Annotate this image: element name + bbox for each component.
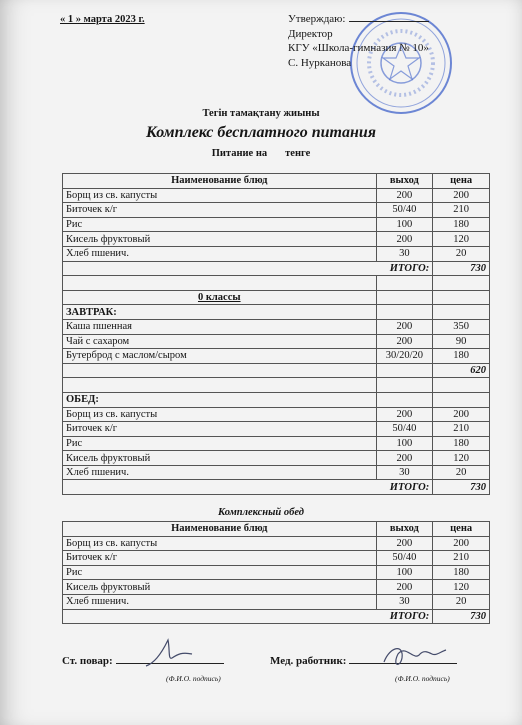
subtitle-right: тенге [285, 148, 311, 159]
table-row: Каша пшенная 200 350 [63, 319, 490, 334]
kazakh-title: Тегін тамақтану жиыны [202, 108, 320, 119]
table-row: Чай с сахаром 200 90 [63, 334, 490, 349]
main-title: Комплекс бесплатного питания [146, 124, 376, 141]
total-row: ИТОГО: 730 [63, 480, 490, 495]
col-price: цена [433, 174, 490, 189]
table-row: Биточек к/г 50/40 210 [63, 203, 490, 218]
table-header-row [63, 522, 490, 537]
col-out: выход [376, 174, 433, 189]
approve-signature-line [349, 21, 429, 22]
approval-block [288, 12, 429, 70]
medic-sub-caption: (Ф.И.О. подпись) [395, 674, 450, 683]
cook-sub-caption: (Ф.И.О. подпись) [166, 674, 221, 683]
table-row: Биточек к/г 50/40 210 [63, 422, 490, 437]
table-row: Рис 100 180 [63, 436, 490, 451]
lunch-heading-row: ОБЕД: [63, 392, 490, 407]
breakfast-heading-row: ЗАВТРАК: [63, 305, 490, 320]
table-row: Борщ из св. капусты 200 200 [63, 407, 490, 422]
table-row: Борщ из св. капусты 200 200 [63, 536, 490, 551]
table-row: Бутерброд с маслом/сыром 30/20/20 180 [63, 349, 490, 364]
table-row: Кисель фруктовый 200 120 [63, 451, 490, 466]
total-row: ИТОГО: 730 [63, 261, 490, 276]
table-row: Кисель фруктовый 200 120 [63, 232, 490, 247]
zero-class-row: 0 классы [63, 290, 490, 305]
col-name: Наименование блюд [63, 522, 377, 537]
table-row: Хлеб пшенич. 30 20 [63, 465, 490, 480]
menu-table [62, 173, 490, 495]
table-row: Рис 100 180 [63, 217, 490, 232]
col-name: Наименование блюд [63, 174, 377, 189]
table-row: Кисель фруктовый 200 120 [63, 580, 490, 595]
table-row: Хлеб пшенич. 30 20 [63, 594, 490, 609]
col-price: цена [433, 522, 490, 537]
total-row: ИТОГО: 730 [63, 609, 490, 624]
table-row: Биточек к/г 50/40 210 [63, 551, 490, 566]
approver-org: КГУ «Школа-гимназия № 10» [288, 42, 429, 54]
subtitle-left: Питание на [211, 148, 268, 159]
complex-title: Комплексный обед [218, 507, 304, 518]
subtitle [0, 148, 522, 159]
document-date: « 1 » марта 2023 г. [60, 14, 145, 25]
table-header-row [63, 174, 490, 189]
cook-signature-scribble [140, 636, 200, 672]
table-row: Рис 100 180 [63, 565, 490, 580]
cook-label: Ст. повар: [62, 655, 113, 667]
table-row: Хлеб пшенич. 30 20 [63, 246, 490, 261]
spacer-row [63, 276, 490, 291]
table-row: Борщ из св. капусты 200 200 [63, 188, 490, 203]
approve-label: Утверждаю: [288, 13, 346, 25]
medic-signature-scribble [380, 640, 450, 674]
medic-label: Мед. работник: [270, 655, 347, 667]
spacer-row [63, 378, 490, 393]
approver-position: Директор [288, 27, 333, 40]
complex-table [62, 521, 490, 624]
approver-name: С. Нурканова [288, 56, 352, 69]
col-out: выход [376, 522, 433, 537]
breakfast-total-row: 620 [63, 363, 490, 378]
